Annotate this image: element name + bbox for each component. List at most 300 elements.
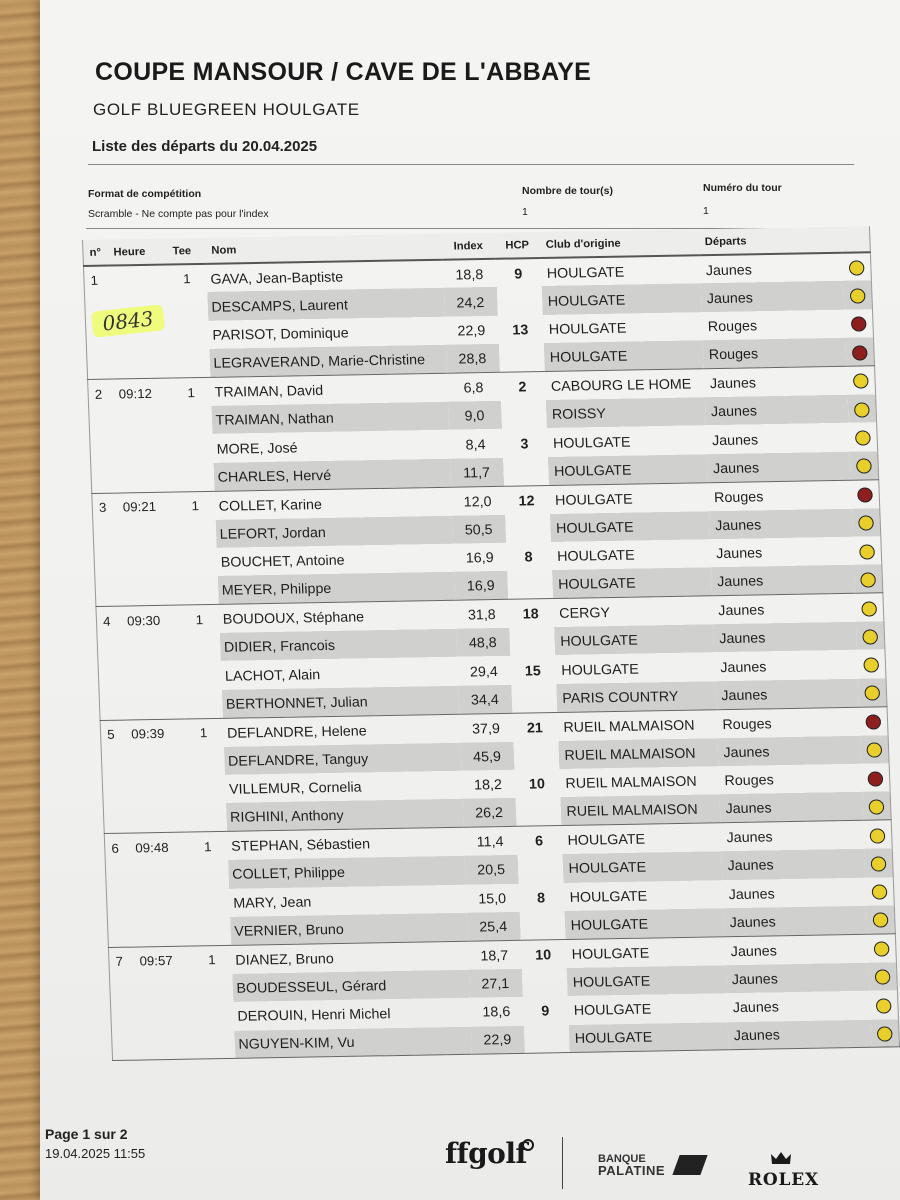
col-header-nom: Nom (205, 234, 442, 264)
player-name: MEYER, Philippe (217, 572, 455, 605)
col-header-departs: Départs (698, 227, 842, 255)
player-hcp (519, 911, 565, 940)
tee-number (195, 1030, 235, 1059)
player-club: RUEIL MALMAISON (563, 716, 695, 735)
red-tee-dot-icon (857, 487, 873, 502)
player-name: CHARLES, Hervé (213, 458, 451, 491)
yellow-tee-dot-icon (868, 799, 884, 814)
group-number (98, 663, 124, 692)
yellow-tee-dot-icon (861, 601, 877, 616)
player-name: STEPHAN, Sébastien (230, 835, 371, 855)
handwritten-time: 0843 (91, 304, 165, 337)
group-number (90, 436, 116, 465)
yellow-tee-dot-icon (853, 374, 869, 389)
tee-time: 09:39 (130, 726, 165, 742)
tee-time (118, 548, 178, 577)
tee-number (169, 321, 209, 350)
player-depart: Rouges (724, 771, 774, 789)
player-club: HOULGATE (573, 1000, 652, 1019)
yellow-tee-dot-icon (873, 942, 889, 957)
player-index: 37,9 (471, 719, 501, 737)
player-club: HOULGATE (548, 319, 627, 337)
yellow-tee-dot-icon (855, 430, 871, 445)
depart-color-dot (855, 621, 885, 650)
tee-number (185, 747, 225, 776)
player-index: 45,9 (460, 741, 514, 770)
player-hcp: 9 (540, 1002, 550, 1019)
tee-number: 1 (195, 611, 204, 627)
player-depart: Jaunes (717, 601, 765, 619)
tee-number (189, 860, 229, 889)
round-number-value: 1 (703, 205, 709, 217)
tee-number (173, 434, 213, 463)
player-club: HOULGATE (546, 263, 625, 281)
player-club: PARIS COUNTRY (556, 681, 716, 712)
group-number: 2 (88, 379, 114, 408)
player-index: 12,0 (463, 492, 492, 510)
group-number (102, 777, 128, 806)
yellow-tee-dot-icon (854, 402, 870, 417)
player-club: HOULGATE (568, 1022, 728, 1053)
tee-time (121, 634, 181, 663)
player-index: 18,7 (480, 946, 509, 964)
tee-number (178, 576, 218, 605)
depart-color-dot (853, 565, 883, 594)
player-depart: Rouges (722, 714, 772, 732)
group-number (94, 549, 120, 578)
tee-time: 09:48 (135, 839, 169, 856)
tee-number: 1 (207, 952, 216, 968)
tee-time (127, 776, 187, 805)
player-club: HOULGATE (552, 568, 712, 599)
depart-color-dot (866, 905, 896, 934)
player-index: 6,8 (463, 379, 484, 396)
player-depart: Jaunes (708, 508, 852, 539)
depart-color-dot (857, 678, 887, 707)
player-name: DESCAMPS, Laurent (207, 288, 445, 321)
yellow-tee-dot-icon (877, 1026, 893, 1041)
group-number (99, 691, 125, 720)
player-hcp (503, 457, 549, 486)
tee-time (124, 690, 184, 719)
player-depart: Rouges (702, 338, 846, 369)
rounds-label: Nombre de tour(s) (522, 185, 614, 197)
divider (88, 164, 854, 165)
player-club: HOULGATE (554, 624, 714, 655)
tee-time: 09:12 (118, 385, 153, 401)
yellow-tee-dot-icon (849, 260, 865, 275)
depart-color-dot (844, 309, 874, 338)
banque-text: BANQUE (598, 1153, 646, 1165)
player-depart: Jaunes (704, 395, 848, 426)
group-number: 4 (96, 606, 122, 635)
player-name: TRAIMAN, Nathan (211, 402, 449, 435)
depart-color-dot (870, 1019, 900, 1048)
group-number (111, 1004, 137, 1033)
group-number (95, 578, 121, 607)
player-hcp: 3 (520, 434, 529, 452)
tee-number (183, 690, 223, 719)
player-club: CABOURG LE HOME (550, 375, 692, 394)
player-hcp (515, 797, 561, 826)
player-name: LEFORT, Jordan (215, 515, 453, 548)
yellow-tee-dot-icon (856, 458, 872, 473)
depart-color-dot (867, 934, 897, 963)
tee-number (193, 974, 233, 1003)
tee-number (194, 1002, 234, 1031)
player-depart: Jaunes (715, 679, 859, 710)
player-club: HOULGATE (556, 546, 635, 565)
player-hcp (498, 343, 544, 372)
player-name: VERNIER, Bruno (230, 913, 468, 946)
player-index: 20,5 (464, 855, 518, 884)
red-tee-dot-icon (867, 771, 883, 786)
player-depart: Jaunes (728, 885, 775, 902)
start-list-date: Liste des départs du 20.04.2025 (92, 138, 318, 155)
depart-color-dot (864, 848, 894, 877)
tee-time (130, 861, 190, 890)
player-name: DIDIER, Francois (219, 629, 457, 662)
player-name: RIGHINI, Anthony (226, 799, 464, 832)
depart-color-dot (843, 281, 873, 310)
player-index: 28,8 (445, 344, 499, 373)
tee-number (181, 633, 221, 662)
player-club: HOULGATE (566, 965, 726, 996)
player-club: HOULGATE (541, 284, 701, 315)
tee-time (117, 520, 177, 549)
player-depart: Jaunes (726, 828, 773, 846)
player-depart: Jaunes (717, 735, 861, 766)
player-index: 18,6 (482, 1003, 511, 1020)
group-number (87, 351, 113, 380)
player-index: 11,7 (450, 458, 504, 487)
depart-color-dot (868, 962, 898, 991)
player-index: 15,0 (477, 889, 507, 907)
depart-color-dot (851, 508, 881, 537)
rolex-crown-icon (770, 1150, 792, 1166)
player-index: 34,4 (458, 685, 512, 714)
player-name: MARY, Jean (232, 893, 312, 911)
player-club: RUEIL MALMAISON (558, 738, 718, 769)
depart-color-dot (852, 536, 882, 565)
tee-time (122, 662, 182, 691)
group-number (93, 521, 119, 550)
yellow-tee-dot-icon (866, 743, 882, 758)
depart-color-dot (854, 593, 884, 622)
player-depart: Jaunes (723, 906, 867, 937)
player-index: 16,9 (465, 549, 494, 566)
player-club: HOULGATE (569, 887, 648, 905)
player-name: BOUDOUX, Stéphane (222, 608, 365, 627)
player-index: 29,4 (469, 662, 499, 680)
player-index: 18,2 (473, 776, 503, 793)
page-number: Page 1 sur 2 (45, 1126, 128, 1142)
player-hcp (507, 570, 553, 599)
player-hcp: 10 (528, 775, 546, 792)
red-tee-dot-icon (865, 714, 881, 729)
player-name: DEFLANDRE, Tanguy (223, 742, 461, 775)
player-name: COLLET, Karine (218, 495, 323, 514)
tee-number (177, 548, 217, 577)
page-title: COUPE MANSOUR / CAVE DE L'ABBAYE (95, 58, 592, 86)
player-depart: Jaunes (705, 261, 753, 278)
tee-time: 09:57 (139, 953, 173, 969)
player-hcp: 13 (512, 321, 529, 338)
player-depart: Jaunes (709, 374, 757, 392)
player-hcp (517, 854, 563, 883)
depart-color-dot (861, 763, 891, 792)
group-number (105, 862, 131, 891)
round-number-label: Numéro du tour (703, 182, 782, 194)
player-depart: Jaunes (721, 849, 865, 880)
player-name: MORE, José (216, 438, 298, 457)
player-name: BOUDESSEUL, Gérard (232, 970, 470, 1003)
yellow-tee-dot-icon (864, 686, 880, 701)
player-club: HOULGATE (567, 830, 646, 849)
player-depart: Jaunes (727, 1019, 871, 1050)
player-name: LACHOT, Alain (224, 665, 321, 684)
tee-time (119, 577, 179, 606)
player-club: HOULGATE (562, 851, 722, 882)
group-number (106, 890, 132, 919)
yellow-tee-dot-icon (872, 913, 888, 928)
yellow-tee-dot-icon (874, 970, 890, 985)
depart-color-dot (847, 394, 877, 423)
player-club: RUEIL MALMAISON (560, 795, 720, 826)
player-hcp: 15 (524, 661, 541, 679)
yellow-tee-dot-icon (860, 572, 876, 587)
tee-time: 09:30 (126, 612, 161, 629)
player-name: TRAIMAN, David (214, 381, 324, 400)
depart-color-dot (863, 820, 893, 849)
tee-number: 1 (187, 384, 196, 400)
player-index: 25,4 (466, 912, 520, 941)
player-hcp (511, 684, 557, 713)
depart-color-dot (869, 990, 899, 1019)
tee-number: 1 (203, 838, 212, 855)
player-depart: Jaunes (732, 998, 780, 1016)
player-depart: Jaunes (730, 942, 778, 959)
player-hcp: 8 (524, 548, 533, 565)
tee-time (111, 350, 171, 379)
player-club: HOULGATE (549, 511, 709, 542)
red-tee-dot-icon (852, 345, 868, 360)
player-index: 9,0 (447, 401, 501, 430)
table-body (83, 252, 899, 1061)
yellow-tee-dot-icon (869, 828, 885, 843)
player-name: BOUCHET, Antoine (220, 551, 345, 570)
player-hcp (500, 400, 546, 429)
player-depart: Jaunes (713, 622, 857, 653)
player-hcp: 21 (526, 718, 544, 736)
tee-time (108, 265, 168, 294)
col-header-club: Club d'origine (539, 229, 699, 258)
group-number: 5 (100, 720, 126, 749)
player-name: BERTHONNET, Julian (221, 686, 459, 719)
depart-color-dot (860, 735, 890, 764)
yellow-tee-dot-icon (859, 544, 875, 559)
tee-time (115, 463, 175, 492)
player-depart: Jaunes (711, 430, 759, 448)
col-header-tee: Tee (166, 238, 206, 265)
col-header-heure: Heure (107, 239, 167, 266)
golf-course-name: GOLF BLUEGREEN HOULGATE (93, 100, 360, 119)
player-name: GAVA, Jean-Baptiste (210, 268, 344, 287)
group-number (91, 464, 117, 493)
yellow-tee-dot-icon (858, 515, 874, 530)
player-hcp: 8 (536, 889, 546, 906)
palatine-text: PALATINE (598, 1163, 666, 1178)
depart-color-dot (848, 423, 878, 452)
player-hcp (513, 741, 559, 770)
player-club: HOULGATE (571, 944, 650, 962)
player-club: ROISSY (545, 397, 705, 428)
player-hcp (509, 627, 555, 656)
player-index: 27,1 (468, 969, 522, 998)
tee-time (113, 406, 173, 435)
yellow-tee-dot-icon (862, 629, 878, 644)
player-hcp (505, 514, 551, 543)
group-number (89, 408, 115, 437)
group-number (107, 919, 133, 948)
group-number: 3 (92, 493, 118, 522)
player-index: 22,9 (470, 1025, 524, 1054)
player-club: CERGY (558, 604, 611, 622)
rounds-value: 1 (522, 206, 528, 218)
tee-number: 1 (199, 725, 208, 741)
player-club: HOULGATE (564, 908, 724, 939)
depart-color-dot (862, 792, 892, 821)
rolex-logo: ROLEX (748, 1170, 820, 1190)
format-value: Scramble - Ne compte pas pour l'index (88, 208, 269, 220)
player-club: HOULGATE (552, 433, 631, 451)
player-index: 31,8 (467, 606, 496, 623)
player-depart: Jaunes (706, 451, 850, 482)
tee-number (172, 406, 212, 435)
player-club: RUEIL MALMAISON (565, 772, 697, 792)
print-timestamp: 19.04.2025 11:55 (45, 1146, 146, 1161)
player-name: LEGRAVERAND, Marie-Christine (209, 345, 447, 378)
player-club: HOULGATE (543, 340, 703, 371)
tee-number: 1 (182, 271, 191, 287)
tee-number (174, 463, 214, 492)
player-hcp (521, 968, 567, 997)
player-index: 11,4 (476, 833, 504, 850)
ffgolf-logo: ffgolf (445, 1137, 528, 1170)
tee-number (176, 519, 216, 548)
player-hcp: 10 (534, 946, 552, 963)
tee-time (134, 974, 194, 1003)
player-name: PARISOT, Dominique (212, 324, 349, 343)
ffgolf-mark-icon (522, 1139, 534, 1151)
group-number (101, 748, 127, 777)
player-index: 24,2 (443, 287, 497, 316)
tee-number (168, 292, 208, 321)
tee-number (187, 803, 227, 832)
player-hcp (496, 286, 542, 315)
tee-time (114, 435, 174, 464)
player-club: HOULGATE (554, 490, 633, 508)
banque-palatine-logo (598, 1154, 665, 1176)
player-hcp: 6 (534, 832, 544, 849)
player-depart: Rouges (707, 317, 758, 335)
player-index: 16,9 (454, 571, 508, 600)
group-number (103, 805, 129, 834)
player-depart: Jaunes (715, 544, 763, 562)
tee-number: 1 (191, 498, 200, 514)
player-club: HOULGATE (561, 660, 640, 678)
player-index: 26,2 (462, 798, 516, 827)
tee-number (186, 775, 226, 804)
group-number (109, 975, 135, 1004)
tee-times-table (82, 226, 900, 1061)
red-tee-dot-icon (851, 317, 867, 332)
player-name: DIANEZ, Bruno (235, 949, 334, 968)
player-depart: Rouges (713, 487, 764, 505)
player-depart: Jaunes (719, 792, 863, 823)
player-club: HOULGATE (547, 454, 707, 485)
tee-time: 09:21 (122, 498, 157, 515)
depart-color-dot (849, 451, 879, 480)
depart-color-dot (845, 337, 875, 366)
player-name: COLLET, Philippe (228, 856, 466, 889)
player-index: 8,4 (465, 435, 486, 452)
divider (562, 1137, 563, 1189)
player-name: DEROUIN, Henri Michel (237, 1005, 391, 1025)
player-hcp: 2 (518, 378, 527, 395)
player-index: 22,9 (457, 321, 486, 339)
player-hcp: 18 (522, 605, 539, 622)
player-depart: Jaunes (720, 657, 767, 675)
yellow-tee-dot-icon (850, 288, 866, 303)
depart-color-dot (842, 252, 872, 281)
player-hcp (523, 1025, 569, 1054)
col-header-hcp: HCP (494, 232, 540, 259)
group-number (97, 635, 123, 664)
depart-color-dot (846, 366, 876, 395)
tee-time (136, 1031, 196, 1060)
tee-time (132, 918, 192, 947)
col-header-index: Index (441, 233, 495, 260)
yellow-tee-dot-icon (870, 856, 886, 871)
yellow-tee-dot-icon (871, 885, 887, 900)
player-name: NGUYEN-KIM, Vu (234, 1026, 472, 1059)
player-depart: Jaunes (700, 281, 844, 312)
group-number: 7 (108, 947, 134, 976)
col-header-color (841, 226, 870, 252)
tee-number (170, 349, 210, 378)
depart-color-dot (858, 707, 888, 736)
player-hcp: 12 (518, 491, 535, 509)
player-name: VILLEMUR, Cornelia (228, 778, 362, 798)
group-number: 6 (104, 833, 130, 862)
yellow-tee-dot-icon (863, 657, 879, 672)
tee-time (128, 804, 188, 833)
tee-time (126, 747, 186, 776)
tee-number (190, 888, 230, 917)
tee-number (182, 661, 222, 690)
player-depart: Jaunes (711, 565, 855, 596)
tee-time (135, 1003, 195, 1032)
player-index: 50,5 (452, 514, 506, 543)
player-name: DEFLANDRE, Helene (226, 722, 367, 741)
depart-color-dot (856, 650, 886, 679)
yellow-tee-dot-icon (876, 998, 892, 1013)
col-header-no: n° (83, 240, 108, 266)
depart-color-dot (865, 877, 895, 906)
format-label: Format de compétition (88, 188, 202, 200)
tee-time (131, 889, 191, 918)
